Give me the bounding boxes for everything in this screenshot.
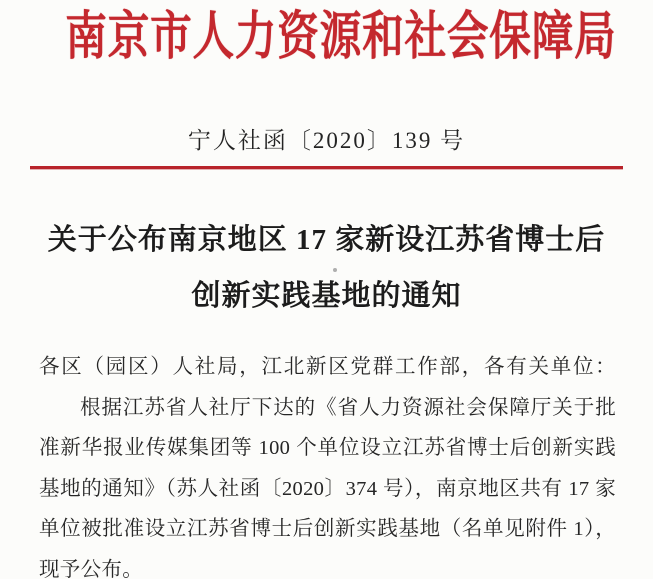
- document-title: [0, 212, 653, 324]
- scan-artifact-dot: [333, 268, 337, 272]
- document-title-line-2: 创新实践基地的通知: [191, 280, 462, 312]
- body-paragraph-line: 根据江苏省人社厅下达的《省人力资源社会保障厅关于批: [80, 396, 616, 419]
- body-paragraph-line: 准新华报业传媒集团等 100 个单位设立江苏省博士后创新实践: [39, 437, 616, 459]
- agency-header: 南京市人力资源和社会保障局: [65, 9, 617, 66]
- body-paragraph-line: 现予公布。: [39, 558, 143, 579]
- body-paragraph-line: 基地的通知》（苏人社函〔2020〕374 号），南京地区共有 17 家: [39, 477, 616, 500]
- body-paragraph-line: 单位被批准设立江苏省博士后创新实践基地（名单见附件 1），: [39, 518, 616, 540]
- red-divider-rule: [30, 166, 623, 169]
- doc-reference-number: 宁人社函〔2020〕139 号: [187, 128, 466, 153]
- document-body: [39, 347, 616, 579]
- body-salutation-line: 各区（园区）人社局，江北新区党群工作部，各有关单位：: [39, 356, 616, 378]
- document-title-line-1: 关于公布南京地区 17 家新设江苏省博士后: [47, 224, 606, 256]
